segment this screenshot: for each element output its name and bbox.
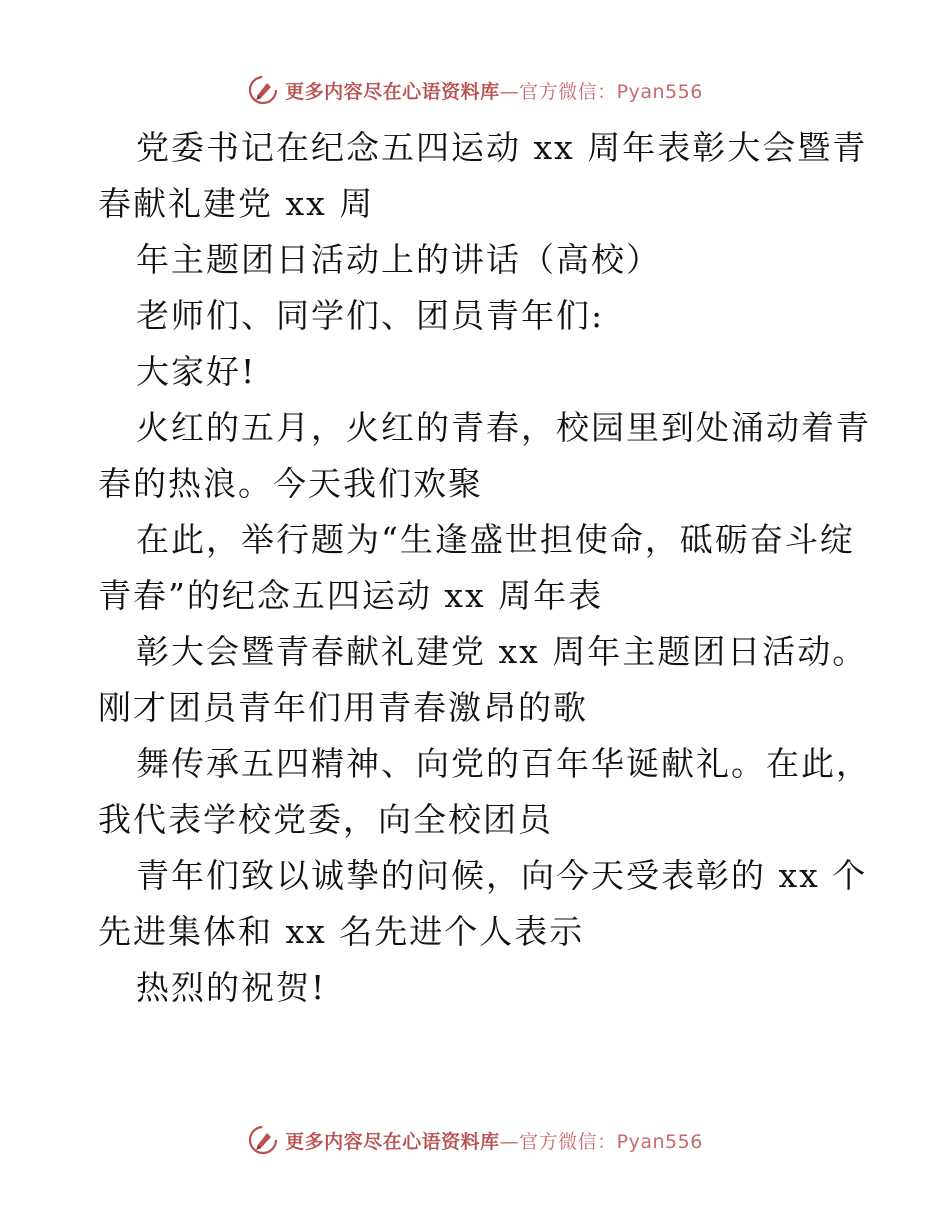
paragraph-line: 老师们、同学们、团员青年们: bbox=[136, 296, 605, 335]
paragraph-line: 青年们致以诚挚的问候，向今天受表彰的 xx 个 bbox=[136, 856, 868, 895]
banner-text bbox=[285, 77, 703, 104]
pen-nib-logo-icon bbox=[247, 74, 279, 106]
paragraph-line: 彰大会暨青春献礼建党 xx 周年主题团日活动。 bbox=[136, 632, 868, 671]
paragraph-line: 在此，举行题为“生逢盛世担使命，砥砺奋斗绽 bbox=[136, 520, 855, 559]
paragraph-line: 先进集体和 xx 名先进个人表示 bbox=[98, 912, 585, 951]
banner-text bbox=[285, 1127, 703, 1154]
paragraph-line: 刚才团员青年们用青春激昂的歌 bbox=[98, 688, 588, 727]
paragraph-line: 舞传承五四精神、向党的百年华诞献礼。在此， bbox=[136, 744, 871, 783]
paragraph-line: 党委书记在纪念五四运动 xx 周年表彰大会暨青 bbox=[136, 128, 868, 167]
banner-wechat: —官方微信：Pyan556 bbox=[499, 1130, 703, 1153]
paragraph-line: 青春”的纪念五四运动 xx 周年表 bbox=[98, 576, 604, 615]
header-watermark-banner bbox=[0, 70, 950, 110]
banner-site-name: 更多内容尽在心语资料库 bbox=[285, 1130, 500, 1153]
banner-site-name: 更多内容尽在心语资料库 bbox=[285, 80, 500, 103]
paragraph-line: 春的热浪。今天我们欢聚 bbox=[98, 464, 483, 503]
document-body bbox=[98, 120, 871, 1016]
paragraph-line: 春献礼建党 xx 周 bbox=[98, 184, 375, 223]
paragraph-line: 热烈的祝贺! bbox=[136, 968, 327, 1007]
paragraph-line: 火红的五月，火红的青春，校园里到处涌动着青 bbox=[136, 408, 871, 447]
banner-wechat: —官方微信：Pyan556 bbox=[499, 80, 703, 103]
footer-watermark-banner bbox=[0, 1120, 950, 1160]
paragraph-line: 年主题团日活动上的讲话（高校） bbox=[136, 240, 661, 279]
paragraph-line: 我代表学校党委，向全校团员 bbox=[98, 800, 553, 839]
paragraph-line: 大家好! bbox=[136, 352, 257, 391]
pen-nib-logo-icon bbox=[247, 1124, 279, 1156]
